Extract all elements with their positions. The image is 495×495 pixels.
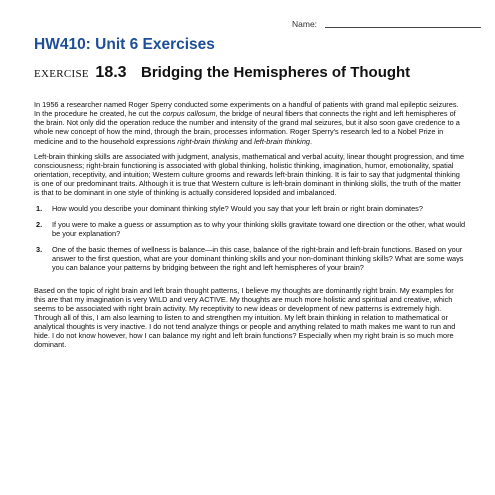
student-answer[interactable]: Based on the topic of right brain and left brain thought patterns, I believe my thoughts are dominantly right brain. My examples for this are that my imagination is very WILD and very ACTIVE. My thoughts are much more holistic and spiritual and creative, which seems to be associated with right brain activity. My receptivity to new ideas or development of new patterns is extremely high. Through all of this, I am also learning to listen to and strengthen my intuition. My left brain thinking in relation to mathematical or analytical thoughts is very inactive. I do not tend analyze things or people and anything related to math makes me want to run and hide. I do not know however, how I can balance my right and left brain functions? Especially when my right brain is so much more dominant. [34, 285, 456, 350]
question-number: 1. [36, 203, 43, 213]
left-brain-term: left-brain thinking [254, 136, 310, 146]
intro-text-cont: , the bridge of neural fibers that connects the right and left hemispheres of the brain. Not only did the operation reduce the number and intensity of the grand mal seizures, but it also soon gave credence to a whole new concept of how the mind, through the brain, processes information. Roger Sperry's research led to a Nobel Prize in medicine and to the household expressions [34, 109, 460, 146]
right-brain-term: right-brain thinking [177, 136, 238, 146]
exercise-heading [34, 63, 464, 84]
name-label: Name: [292, 19, 318, 29]
question-number: 3. [36, 245, 43, 255]
question-text: If you were to make a guess or assumption as to why your thinking skills gravitate toward one direction or the other, what would be your explanation? [52, 219, 466, 238]
intro-text-and: and [237, 136, 255, 146]
course-title: HW410: Unit 6 Exercises [34, 36, 215, 53]
intro-paragraph [34, 100, 466, 146]
question-item [34, 245, 466, 272]
question-text: How would you describe your dominant thinking style? Would you say that your left brain or right brain dominates? [52, 203, 423, 213]
question-number: 2. [36, 219, 43, 229]
exercise-label: EXERCISE [34, 68, 89, 80]
intro-text: In 1956 a researcher named Roger Sperry conducted some experiments on a handful of patients with grand mal epileptic seizures. In the procedure he created, he cut the [34, 100, 459, 119]
question-item [34, 204, 466, 213]
exercise-number: 18.3 [95, 64, 127, 81]
corpus-callosum-term: corpus callosum [162, 109, 216, 119]
question-text: One of the basic themes of wellness is balance—in this case, balance of the right-brain and left-brain functions. Based on your answer to the first question, what are your dominant thinking skills and your non-dominant thinking skills? What are some ways you can balance your patterns by bridging between the right and left hemispheres of your brain? [52, 245, 464, 273]
exercise-title: Bridging the Hemispheres of Thought [141, 64, 411, 81]
name-underline [325, 27, 481, 28]
name-field [292, 19, 481, 29]
intro-text-end: . [310, 136, 313, 146]
context-paragraph: Left-brain thinking skills are associated with judgment, analysis, mathematical and verbal acuity, linear thought progression, and time consciousness; right-brain functioning is associated with global thinking, holistic thinking, imagination, humor, emotionality, spatial orientation, receptivity, and intuition; Western culture grooms and rewards left-brain thinking. It is fair to say that judgmental thinking is one of our predominant traits. Although it is true that Western culture is left-brain dominant in thinking skills, the truth of the matter is that to be dominant in one style of thinking is actually considered lopsided and imbalanced. [34, 151, 465, 198]
question-item [34, 220, 466, 238]
exercise-body [34, 100, 466, 356]
